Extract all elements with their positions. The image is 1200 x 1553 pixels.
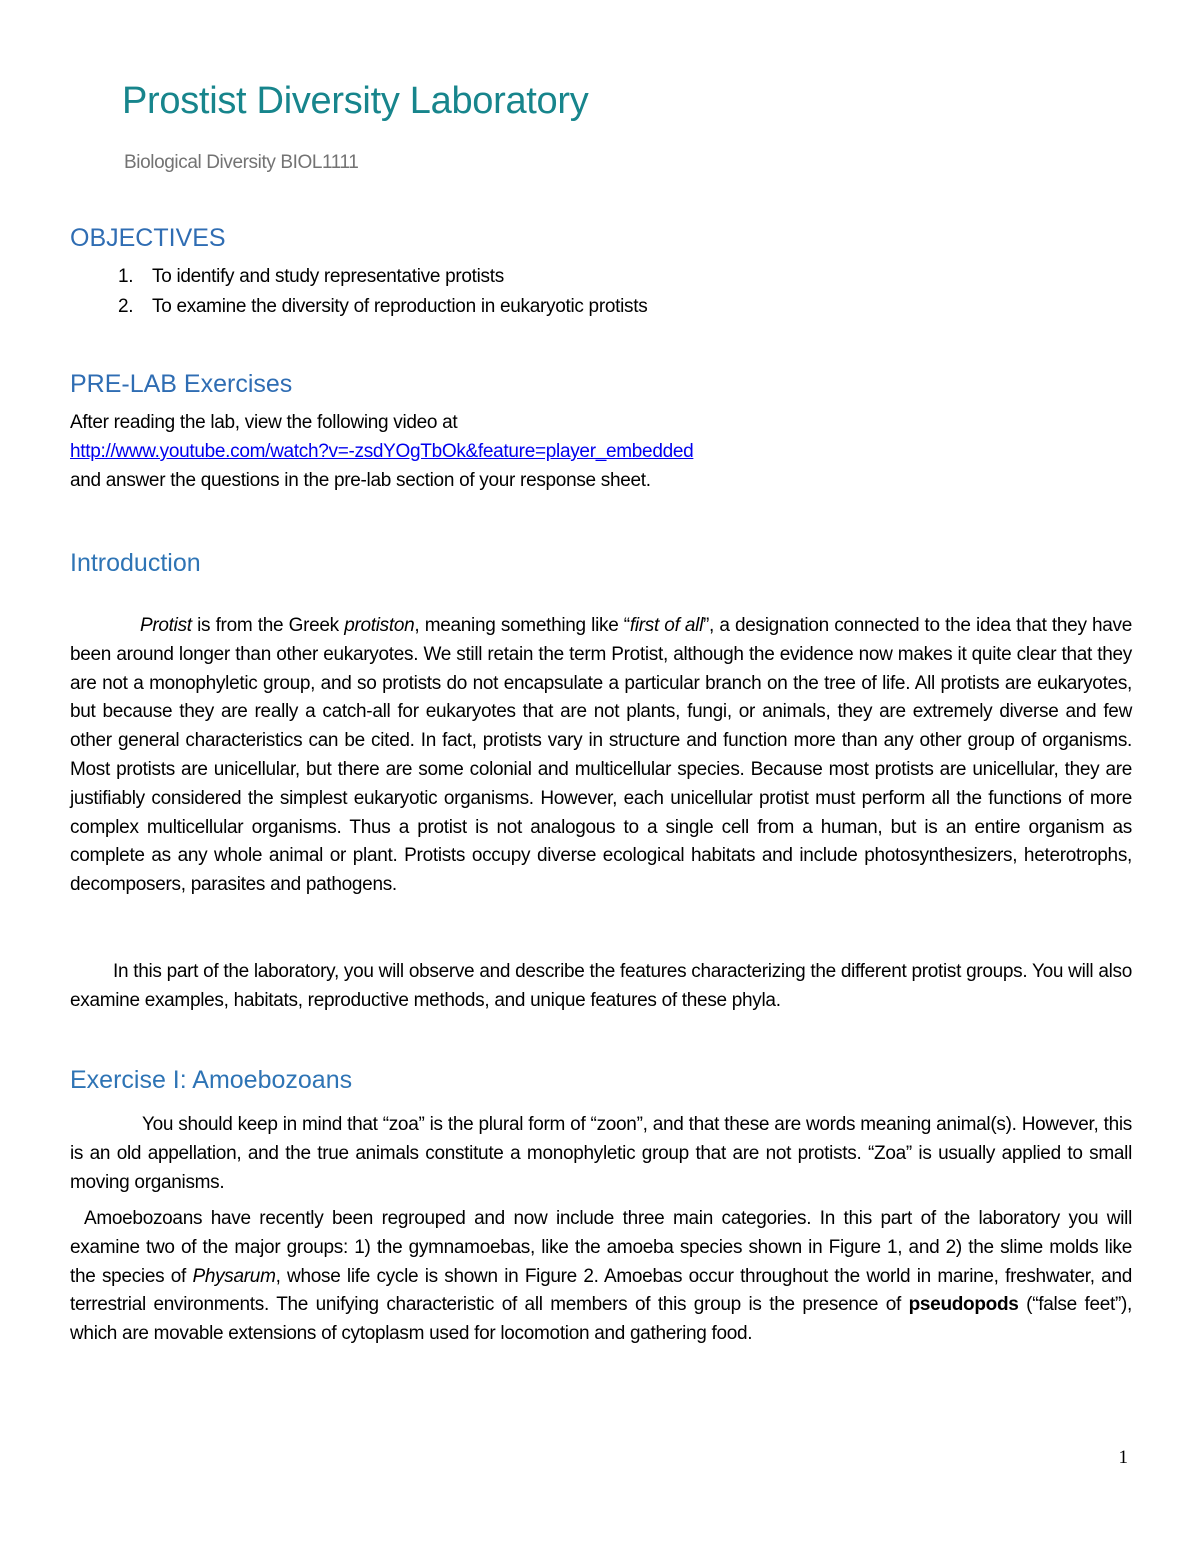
paragraph-text: (“false feet”), which are movable extensions of cytoplasm used for locomotion and gathering food. xyxy=(70,1294,1133,1345)
paragraph-text: ”, a designation connected to the idea that they have been around longer than other eukaryotes. We still retain the term Protist, although the evidence now makes it quite clear that they are not a monophyletic group, and so protists do not encapsulate a particular branch on the tree of life. All protists are eukaryotes, but because they are really a catch-all for eukaryotes that are not plants, fungi, or animals, they are extremely diverse and few other general characteristics can be cited. In fact, protists vary in structure and function more than any other group of organisms. Most protists are unicellular, but there are some colonial and multicellular species. Because most protists are unicellular, they are justifiably considered the simplest eukaryotic organisms. However, each unicellular protist must perform all the functions of more complex multicellular organisms. Thus a protist is not analogous to a single cell from a human, but is an entire organism as complete as any whole animal or plant. Protists occupy diverse ecological habitats and include photosynthesizers, heterotrophs, decomposers, parasites and pathogens. xyxy=(70,615,1132,896)
prelab-instruction-continued: and answer the questions in the pre-lab section of your response sheet. xyxy=(70,470,651,491)
list-item xyxy=(70,262,647,292)
paragraph-text: , whose life cycle is shown in Figure 2. Amoebas occur throughout the world in marine, freshwater, and terrestrial environments. The unifying characteristic of all members of this group is the presence of xyxy=(70,1265,1132,1316)
document-subtitle: Biological Diversity BIOL1111 xyxy=(124,152,359,173)
document-title: Prostist Diversity Laboratory xyxy=(122,80,589,122)
italic-term: Protist xyxy=(140,615,192,636)
paragraph-text: , meaning something like “ xyxy=(414,615,630,636)
paragraph-text: is from the Greek xyxy=(191,615,345,636)
italic-term: Physarum xyxy=(192,1265,276,1287)
introduction-paragraph-2: In this part of the laboratory, you will observe and describe the features characterizing the different protist groups. You will also examine examples, habitats, reproductive methods, and unique features of these phyla. xyxy=(70,961,1132,1011)
list-item-number: 1. xyxy=(118,266,134,287)
introduction-heading: Introduction xyxy=(70,549,201,577)
introduction-paragraph xyxy=(70,612,1132,900)
page-number: 1 xyxy=(1118,1447,1128,1468)
list-item-text: To examine the diversity of reproduction in eukaryotic protists xyxy=(152,296,648,317)
prelab-instruction: After reading the lab, view the following video at xyxy=(70,412,458,433)
bold-term: pseudopods xyxy=(908,1294,1019,1316)
italic-term: protiston xyxy=(344,615,415,636)
video-link[interactable]: http://www.youtube.com/watch?v=-zsdYOgTbOk&feature=player_embedded xyxy=(70,441,694,462)
exercise-1-paragraph-2 xyxy=(70,1205,1132,1349)
prelab-heading: PRE-LAB Exercises xyxy=(70,370,293,398)
objectives-heading: OBJECTIVES xyxy=(70,224,226,252)
paragraph-text: Amoebozoans have recently been regrouped and now include three main categories. In this part of the laboratory you will examine two of the major groups: 1) the gymnamoebas, like the amoeba species shown in Figure 1, and 2) the slime molds like the species of xyxy=(70,1208,1132,1287)
list-item-text: To identify and study representative protists xyxy=(152,266,504,287)
exercise-1-paragraph: You should keep in mind that “zoa” is the plural form of “zoon”, and that these are words meaning animal(s). However, this is an old appellation, and the true animals constitute a monophyletic group that are not protists. “Zoa” is usually applied to small moving organisms. xyxy=(70,1114,1132,1193)
list-item xyxy=(70,292,647,322)
italic-term: first of all xyxy=(629,615,704,636)
list-item-number: 2. xyxy=(118,296,134,317)
objectives-list xyxy=(70,262,647,322)
exercise-1-heading: Exercise I: Amoebozoans xyxy=(70,1066,353,1094)
